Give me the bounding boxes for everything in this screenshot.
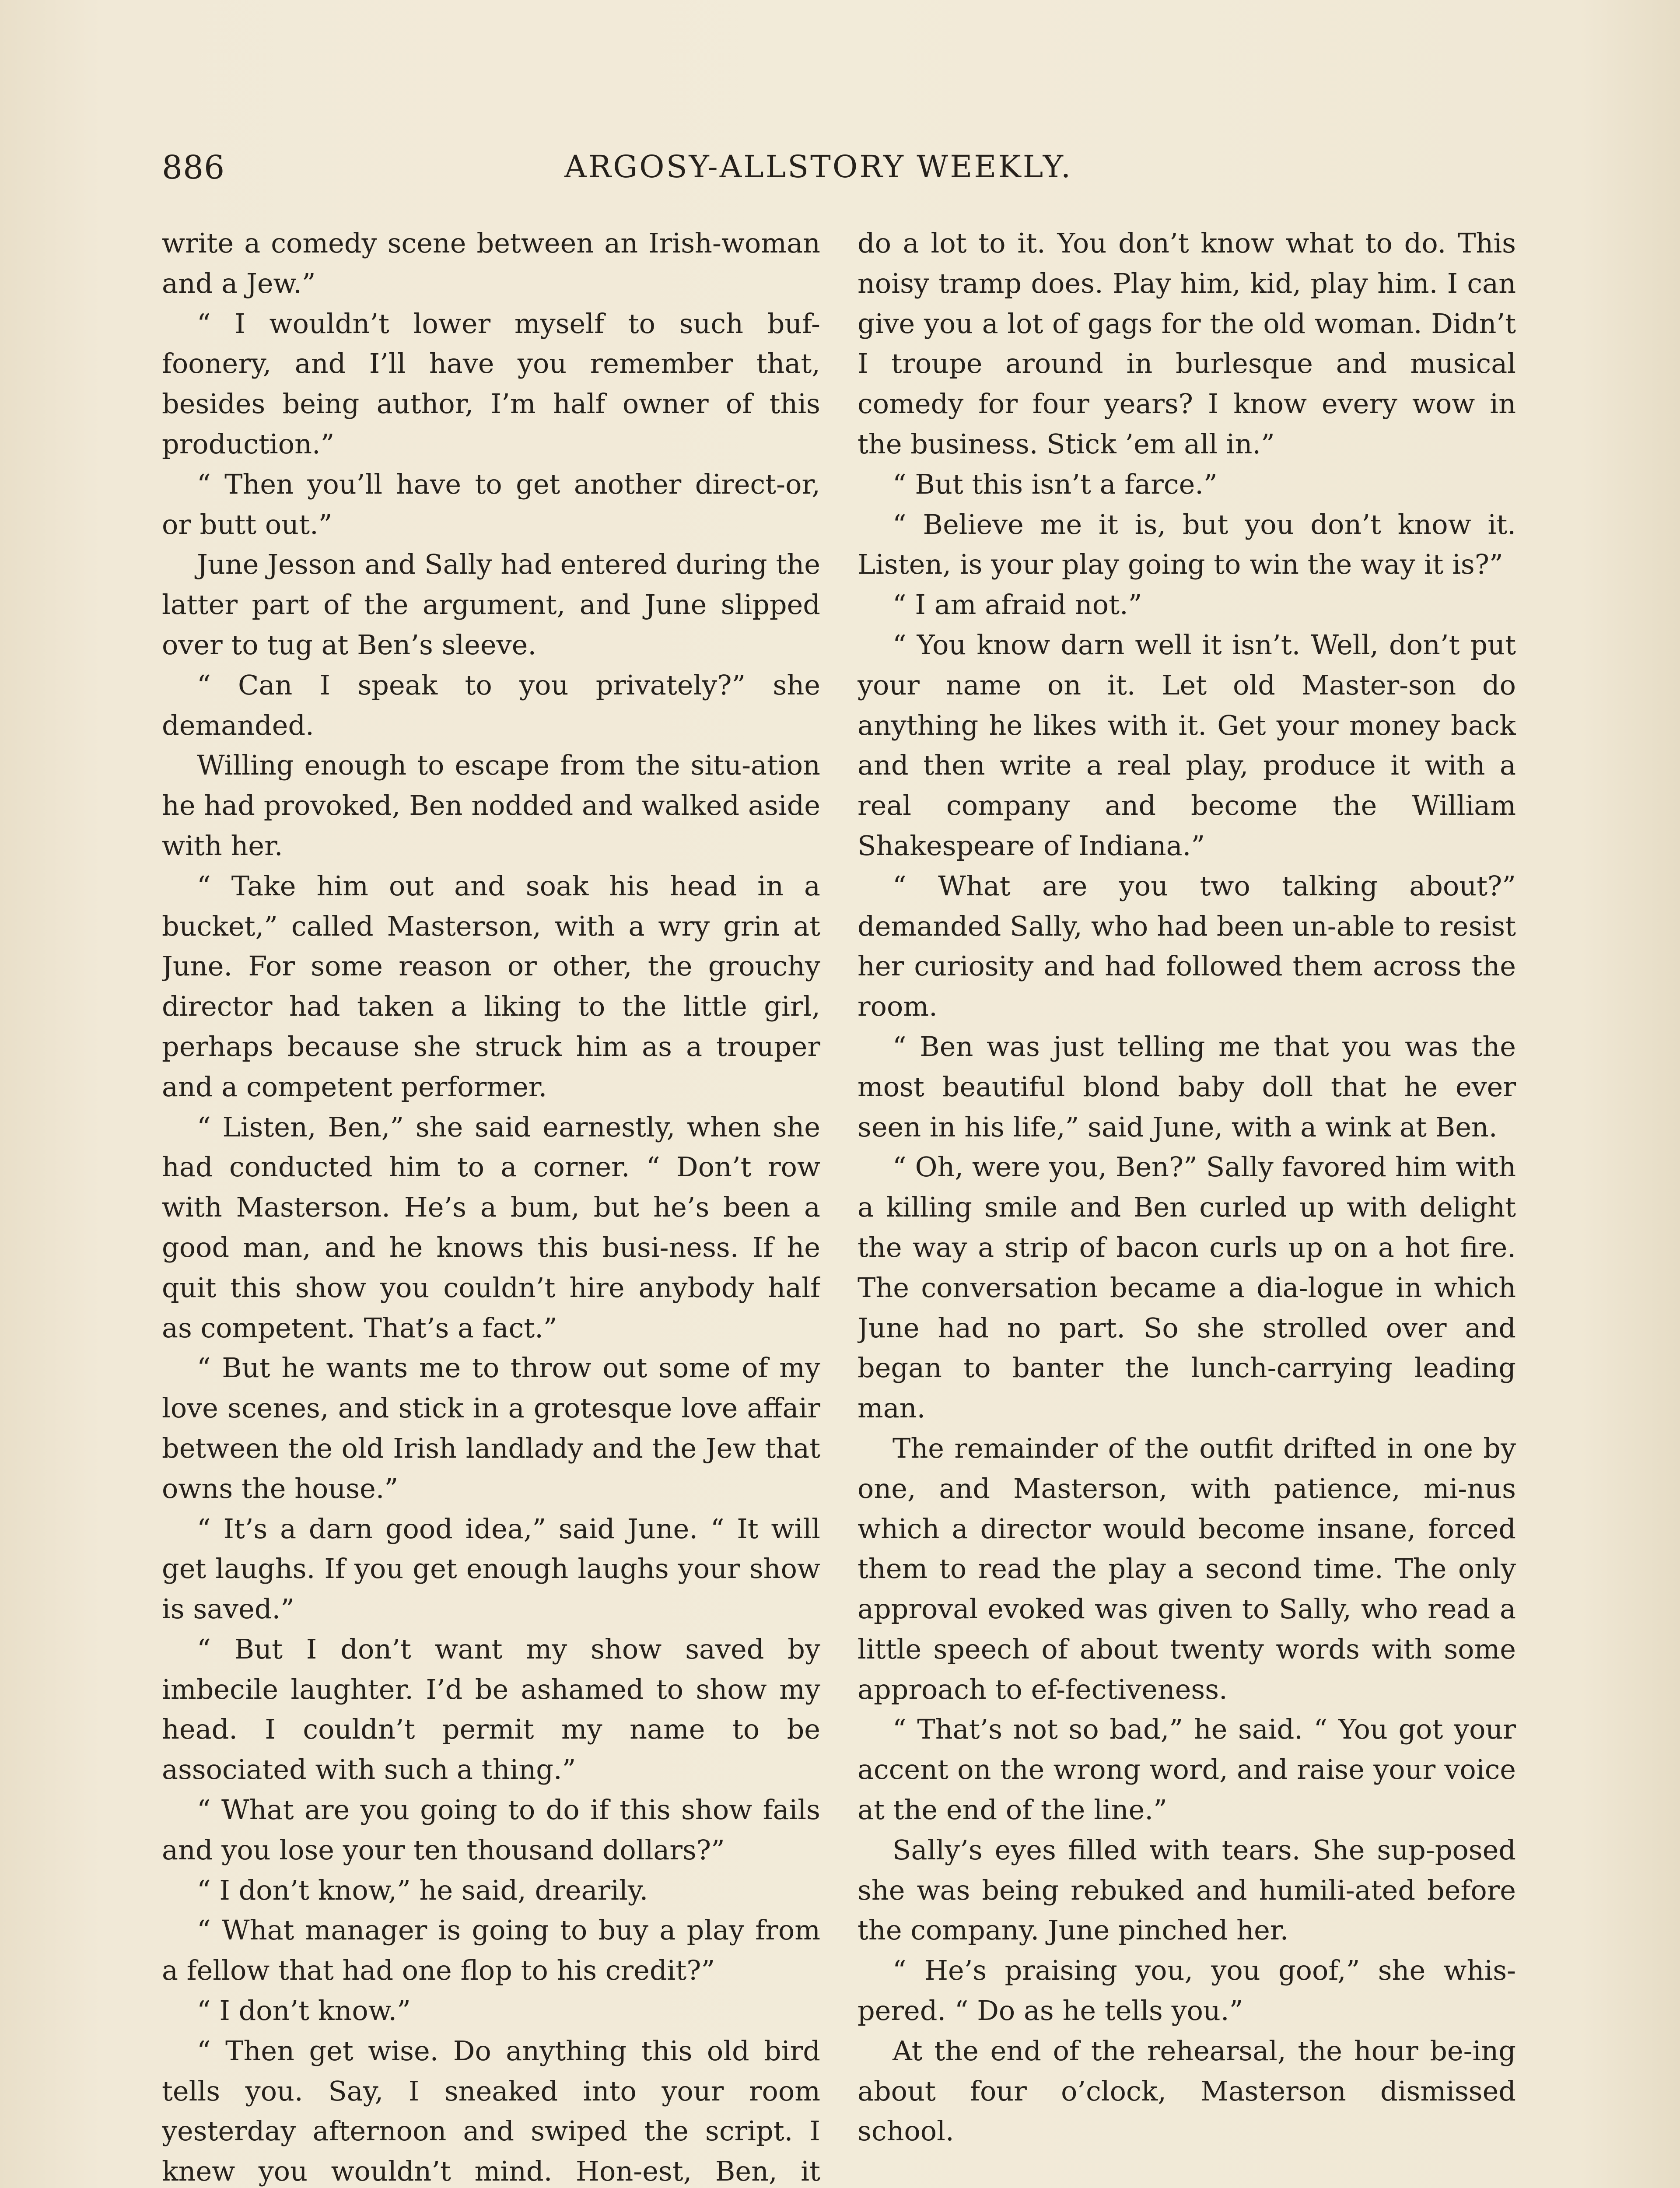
paragraph: “ That’s not so bad,” he said. “ You got your accent on the wrong word, and raise your voice at the end of the line.” [858,1713,1516,1826]
paragraph: “ But this isn’t a farce.” [892,468,1218,500]
paragraph: Willing enough to escape from the situ-ation he had provoked, Ben nodded and walked aside with her. [162,749,820,862]
paragraph: “ What are you going to do if this show fails and you lose your ten thousand dollars?” [162,1794,820,1866]
paragraph: “ You know darn well it isn’t. Well, don’t put your name on it. Let old Master-son do anything he likes with it. Get your money back and then write a real play, produce it with a real company and become the William Shakespeare of Indiana.” [858,628,1516,862]
paragraph: “ What manager is going to buy a play from a fellow that had one flop to his credit?” [162,1914,820,1987]
paragraph: “ Take him out and soak his head in a bucket,” called Masterson, with a wry grin at June. For some reason or other, the grouchy director had taken a liking to the little girl, perhaps because she struck him as a trouper and a competent performer. [162,870,820,1103]
paragraph: “ Ben was just telling me that you was the most beautiful blond baby doll that he ever seen in his life,” said June, with a wink at Ben. [858,1030,1516,1143]
paragraph: “ Then get wise. Do anything this old bird tells you. Say, I sneaked into your room yesterday afternoon and swiped the script. I knew you wouldn’t mind. Hon-est, Ben, it [162,2034,820,2188]
paragraph: “ I am afraid not.” [892,589,1142,621]
paragraph: “ Then you’ll have to get another direct-or, or butt out.” [162,468,820,540]
page-number: 886 [162,149,225,186]
paragraph: “ Believe me it is, but you don’t know it. Listen, is your play going to win the way it is?” [858,508,1516,581]
paragraph: “ Listen, Ben,” she said earnestly, when she had conducted him to a corner. “ Don’t row with Masterson. He’s a bum, but he’s been a good man, and he knows this busi-ness. If he quit this show you couldn’t hire anybody half as competent. That’s a fact.” [162,1111,820,1344]
paragraph: “ What are you two talking about?” demanded Sally, who had been un-able to resist her curiosity and had followed them across the room. [858,870,1516,1023]
paragraph: “ I don’t know.” [197,1995,411,2027]
paragraph: “ Oh, were you, Ben?” Sally favored him with a killing smile and Ben curled up with delight the way a strip of bacon curls up on a hot fire. The conversation became a dia-logue in which June had no part. So she strolled over and began to banter the lunch-carrying leading man. [858,1151,1516,1424]
paragraph: “ He’s praising you, you goof,” she whis-pered. “ Do as he tells you.” [858,1954,1516,2027]
paragraph: At the end of the rehearsal, the hour be-ing about four o’clock, Masterson dismissed school. [858,2034,1516,2147]
running-title: ARGOSY-ALLSTORY WEEKLY. [564,149,1073,185]
paragraph: Sally’s eyes filled with tears. She sup-posed she was being rebuked and humili-ated before the company. June pinched her. [858,1834,1516,1946]
page-header [162,149,1518,197]
paragraph: “ Can I speak to you privately?” she demanded. [162,669,820,741]
paragraph: “ I don’t know,” he said, drearily. [197,1874,648,1906]
paragraph: “ But he wants me to throw out some of my love scenes, and stick in a grotesque love affair between the old Irish landlady and the Jew that owns the house.” [162,1352,820,1504]
paragraph: June Jesson and Sally had entered during the latter part of the argument, and June slipped over to tug at Ben’s sleeve. [162,548,820,661]
paragraph: “ It’s a darn good idea,” said June. “ It will get laughs. If you get enough laughs your show is saved.” [162,1512,820,1625]
paragraph: The remainder of the outfit drifted in one by one, and Masterson, with patience, mi-nus which a director would become insane, forced them to read the play a second time. The only approval evoked was given to Sally, who read a little speech of about twenty words with some approach to ef-fectiveness. [858,1432,1516,1705]
paragraph: do a lot to it. You don’t know what to do. This noisy tramp does. Play him, kid, play him. I can give you a lot of gags for the old woman. Didn’t I troupe around in burlesque and musical comedy for four years? I know every wow in the business. Stick ’em all in.” [858,227,1516,460]
paragraph: “ But I don’t want my show saved by imbecile laughter. I’d be ashamed to show my head. I couldn’t permit my name to be associated with such a thing.” [162,1633,820,1786]
paragraph: write a comedy scene between an Irish-woman and a Jew.” [162,227,820,299]
right-text-column [858,223,1516,2188]
left-text-column [162,223,820,2188]
paragraph: “ I wouldn’t lower myself to such buf-foonery, and I’ll have you remember that, besides being author, I’m half owner of this production.” [162,307,820,460]
